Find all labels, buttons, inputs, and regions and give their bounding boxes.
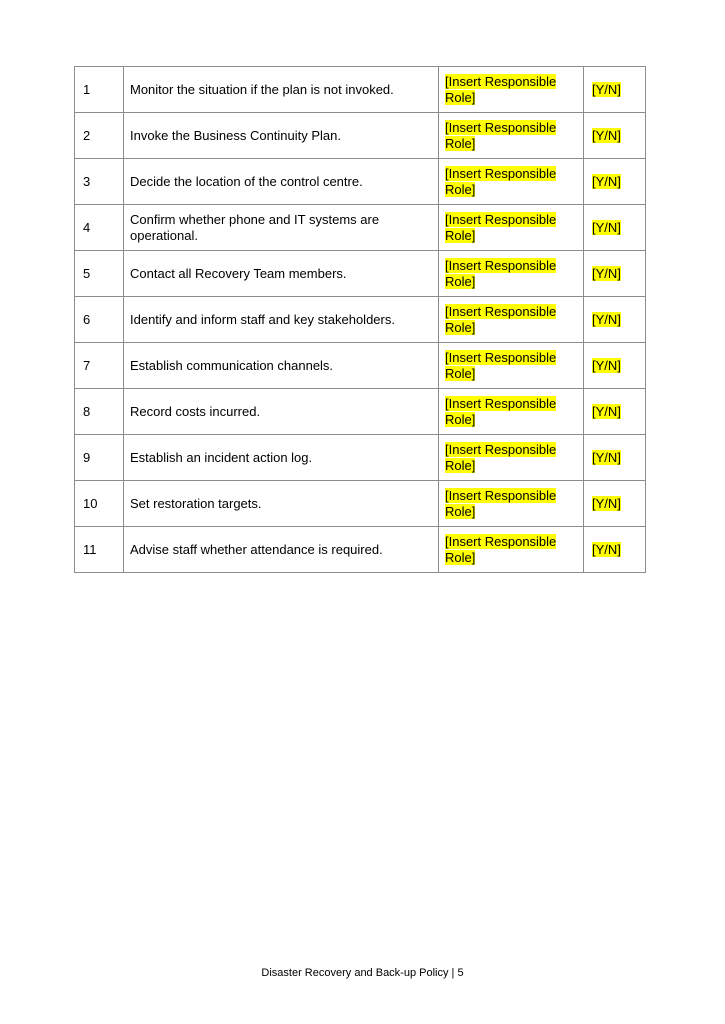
responsible-role-line-2: Role] xyxy=(445,181,476,197)
step-number-cell xyxy=(75,527,124,573)
completed-cell xyxy=(584,481,646,527)
responsible-role-line-2: Role] xyxy=(445,135,476,151)
responsible-role-cell xyxy=(439,481,584,527)
step-number-cell xyxy=(75,343,124,389)
responsible-role-cell xyxy=(439,159,584,205)
step-number: 8 xyxy=(83,403,91,419)
step-action-cell xyxy=(124,389,439,435)
responsible-role-line-2: Role] xyxy=(445,89,476,105)
step-number: 3 xyxy=(83,173,91,189)
step-action-cell xyxy=(124,481,439,527)
step-number: 6 xyxy=(83,311,91,327)
responsible-role-line-2: Role] xyxy=(445,319,476,335)
completed-yn: [Y/N] xyxy=(592,357,621,373)
responsible-role-cell xyxy=(439,389,584,435)
table-row xyxy=(75,205,646,251)
responsible-role-line-1: [Insert Responsible xyxy=(445,303,557,319)
step-action: Set restoration targets. xyxy=(130,495,262,511)
table-row xyxy=(75,343,646,389)
completed-yn: [Y/N] xyxy=(592,495,621,511)
step-action: Advise staff whether attendance is required. xyxy=(130,541,383,557)
responsible-role-cell xyxy=(439,251,584,297)
responsible-role-line-1: [Insert Responsible xyxy=(445,395,557,411)
responsible-role-cell xyxy=(439,297,584,343)
step-number: 4 xyxy=(83,219,91,235)
completed-cell xyxy=(584,113,646,159)
completed-yn: [Y/N] xyxy=(592,311,621,327)
completed-yn: [Y/N] xyxy=(592,265,621,281)
step-action-cell xyxy=(124,67,439,113)
completed-yn: [Y/N] xyxy=(592,127,621,143)
responsible-role-line-1: [Insert Responsible xyxy=(445,257,557,273)
step-action: Decide the location of the control centre. xyxy=(130,173,363,189)
responsible-role-line-2: Role] xyxy=(445,411,476,427)
responsible-role-line-1: [Insert Responsible xyxy=(445,533,557,549)
responsible-role-line-2: Role] xyxy=(445,227,476,243)
completed-cell xyxy=(584,297,646,343)
step-number-cell xyxy=(75,389,124,435)
table-row xyxy=(75,297,646,343)
page-footer: Disaster Recovery and Back-up Policy | 5 xyxy=(261,967,464,979)
step-number: 7 xyxy=(83,357,91,373)
step-number-cell xyxy=(75,481,124,527)
responsible-role-line-1: [Insert Responsible xyxy=(445,165,557,181)
responsible-role-cell xyxy=(439,113,584,159)
table-row xyxy=(75,481,646,527)
step-number: 2 xyxy=(83,127,91,143)
step-number: 1 xyxy=(83,81,91,97)
completed-yn: [Y/N] xyxy=(592,403,621,419)
step-number-cell xyxy=(75,159,124,205)
responsible-role-line-1: [Insert Responsible xyxy=(445,441,557,457)
step-action: Contact all Recovery Team members. xyxy=(130,265,347,281)
step-action-cell xyxy=(124,205,439,251)
responsible-role-cell xyxy=(439,343,584,389)
step-number: 5 xyxy=(83,265,91,281)
responsible-role-line-2: Role] xyxy=(445,365,476,381)
responsible-role-line-2: Role] xyxy=(445,503,476,519)
table-row xyxy=(75,113,646,159)
step-action: Monitor the situation if the plan is not invoked. xyxy=(130,81,394,97)
completed-yn: [Y/N] xyxy=(592,541,621,557)
table-row xyxy=(75,67,646,113)
responsible-role-cell xyxy=(439,527,584,573)
table-row xyxy=(75,435,646,481)
completed-yn: [Y/N] xyxy=(592,449,621,465)
completed-cell xyxy=(584,435,646,481)
table-row xyxy=(75,159,646,205)
step-number-cell xyxy=(75,435,124,481)
step-action-cell xyxy=(124,251,439,297)
completed-cell xyxy=(584,251,646,297)
completed-yn: [Y/N] xyxy=(592,219,621,235)
responsible-role-cell xyxy=(439,435,584,481)
step-action: Establish communication channels. xyxy=(130,357,334,373)
responsible-role-line-1: [Insert Responsible xyxy=(445,73,557,89)
recovery-steps-body xyxy=(75,67,646,573)
step-number-cell xyxy=(75,251,124,297)
responsible-role-line-2: Role] xyxy=(445,549,476,565)
responsible-role-line-2: Role] xyxy=(445,273,476,289)
step-action-cell xyxy=(124,343,439,389)
table-row xyxy=(75,251,646,297)
step-action-cell xyxy=(124,113,439,159)
responsible-role-line-1: [Insert Responsible xyxy=(445,349,557,365)
step-action: Invoke the Business Continuity Plan. xyxy=(130,127,342,143)
responsible-role-line-1: [Insert Responsible xyxy=(445,487,557,503)
completed-yn: [Y/N] xyxy=(592,81,621,97)
responsible-role-line-1: [Insert Responsible xyxy=(445,119,557,135)
step-action-cell xyxy=(124,527,439,573)
completed-cell xyxy=(584,205,646,251)
table-row xyxy=(75,389,646,435)
responsible-role-cell xyxy=(439,205,584,251)
table-row xyxy=(75,527,646,573)
recovery-steps-table xyxy=(74,66,646,573)
responsible-role-line-1: [Insert Responsible xyxy=(445,211,557,227)
step-action: Establish an incident action log. xyxy=(130,449,313,465)
responsible-role-cell xyxy=(439,67,584,113)
completed-yn: [Y/N] xyxy=(592,173,621,189)
step-action: Identify and inform staff and key stakeholders. xyxy=(130,311,395,327)
responsible-role-line-2: Role] xyxy=(445,457,476,473)
step-action: Record costs incurred. xyxy=(130,403,261,419)
step-action-cell xyxy=(124,297,439,343)
completed-cell xyxy=(584,343,646,389)
step-action-cell xyxy=(124,435,439,481)
step-number: 11 xyxy=(83,541,97,557)
step-number-cell xyxy=(75,297,124,343)
completed-cell xyxy=(584,527,646,573)
completed-cell xyxy=(584,389,646,435)
completed-cell xyxy=(584,159,646,205)
step-number-cell xyxy=(75,205,124,251)
step-number: 10 xyxy=(83,495,98,511)
step-number: 9 xyxy=(83,449,91,465)
step-number-cell xyxy=(75,113,124,159)
completed-cell xyxy=(584,67,646,113)
step-action: Confirm whether phone and IT systems are operational. xyxy=(130,211,380,243)
step-number-cell xyxy=(75,67,124,113)
step-action-cell xyxy=(124,159,439,205)
